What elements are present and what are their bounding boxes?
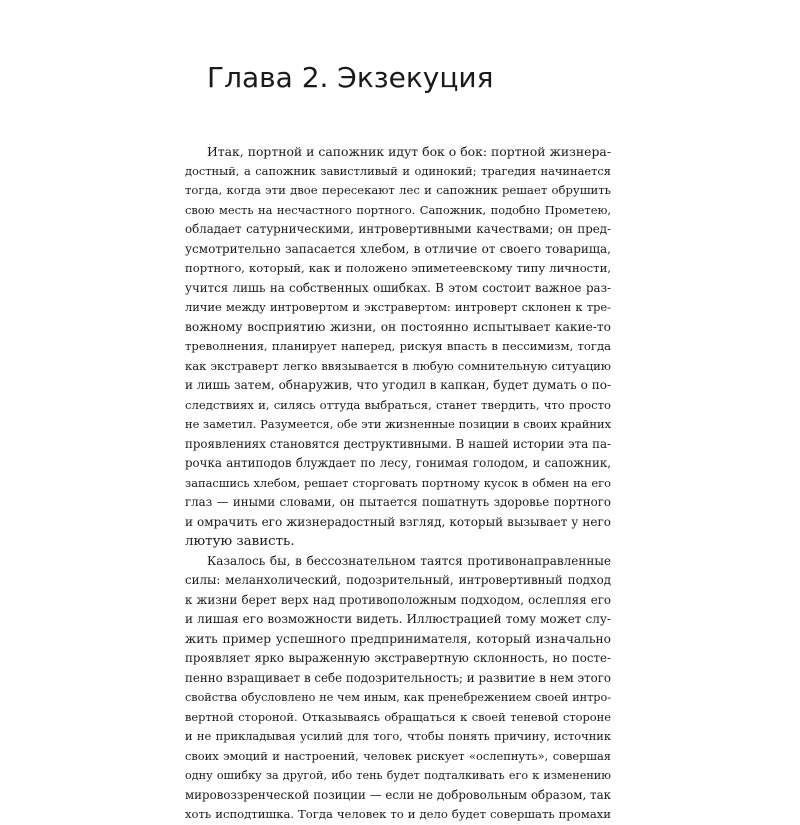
text-line: и не прикладывая усилий для того, чтобы понять причину, источник bbox=[185, 729, 611, 743]
text-line: одну ошибку за другой, ибо тень будет подталкивать его к изменению bbox=[185, 769, 611, 782]
text-line: учится лишь на собственных ошибках. В этом состоит важное раз- bbox=[185, 280, 611, 295]
text-line: силы: меланхолический, подозрительный, интровертивный подход bbox=[185, 573, 611, 587]
text-line: вертной стороной. Отказываясь обращаться к своей теневой стороне bbox=[185, 709, 611, 724]
text-line: к жизни берет верх над противоположным подходом, ослепляя его bbox=[185, 592, 611, 607]
body-text bbox=[185, 142, 611, 825]
text-line: и омрачить его жизнерадостный взгляд, который вызывает у него bbox=[185, 514, 611, 529]
text-line: хоть исподтишка. Тогда человек то и дело будет совершать промахи bbox=[185, 807, 611, 821]
text-line: лютую зависть. bbox=[185, 534, 295, 549]
text-line: глаз — иными словами, он пытается пошатнуть здоровье портного bbox=[185, 495, 611, 509]
text-line: и лишая его возможности видеть. Иллюстрацией тому может слу- bbox=[185, 612, 611, 626]
text-line: треволнения, планирует наперед, рискуя впасть в пессимизм, тогда bbox=[185, 339, 611, 353]
text-line: Итак, портной и сапожник идут бок о бок: портной жизнера- bbox=[207, 144, 611, 159]
text-line: вожному восприятию жизни, он постоянно испытывает какие-то bbox=[185, 319, 611, 334]
text-line: жить пример успешного предпринимателя, который изначально bbox=[185, 631, 611, 646]
text-line: достный, а сапожник завистливый и одинокий; трагедия начинается bbox=[185, 163, 611, 178]
text-line: мировоззренческой позиции — если не добровольным образом, так bbox=[185, 787, 611, 802]
text-line: не заметил. Разумеется, обе эти жизненные позиции в своих крайних bbox=[185, 417, 611, 431]
text-line: Казалось бы, в бессознательном таятся противонаправленные bbox=[207, 553, 611, 568]
text-line: своих эмоций и настроений, человек рискует «ослепнуть», совершая bbox=[185, 748, 611, 763]
text-line: обладает сатурническими, интровертивными качествами; он пред- bbox=[185, 222, 611, 236]
paragraph-2 bbox=[185, 552, 611, 825]
text-line: усмотрительно запасается хлебом, в отличие от своего товарища, bbox=[185, 241, 611, 256]
paragraph-1 bbox=[185, 142, 611, 552]
text-line: запасшись хлебом, решает сторговать портному кусок в обмен на его bbox=[185, 475, 611, 490]
text-line: свойства обусловлено не чем иным, как пренебрежением своей интро- bbox=[185, 691, 611, 704]
text-line: портного, который, как и положено эпиметеевскому типу личности, bbox=[185, 261, 611, 275]
text-line: следствиях и, силясь оттуда выбраться, станет твердить, что просто bbox=[185, 397, 611, 412]
text-line: тогда, когда эти двое пересекают лес и сапожник решает обрушить bbox=[185, 183, 611, 197]
text-line: личие между интровертом и экстравертом: интроверт склонен к тре- bbox=[185, 300, 611, 314]
text-line: пенно взращивает в себе подозрительность; и развитие в нем этого bbox=[185, 670, 611, 685]
text-line: рочка антиподов блуждает по лесу, гонимая голодом, и сапожник, bbox=[185, 456, 611, 470]
chapter-title: Глава 2. Экзекуция bbox=[207, 61, 494, 94]
text-line: и лишь затем, обнаружив, что угодил в капкан, будет думать о по- bbox=[185, 378, 611, 392]
text-line: проявлениях становятся деструктивными. В нашей истории эта па- bbox=[185, 436, 611, 451]
text-line: как экстраверт легко ввязывается в любую сомнительную ситуацию bbox=[185, 358, 611, 373]
text-line: свою месть на несчастного портного. Сапожник, подобно Прометею, bbox=[185, 202, 611, 217]
text-line: проявляет ярко выраженную экстравертную склонность, но посте- bbox=[185, 651, 611, 665]
